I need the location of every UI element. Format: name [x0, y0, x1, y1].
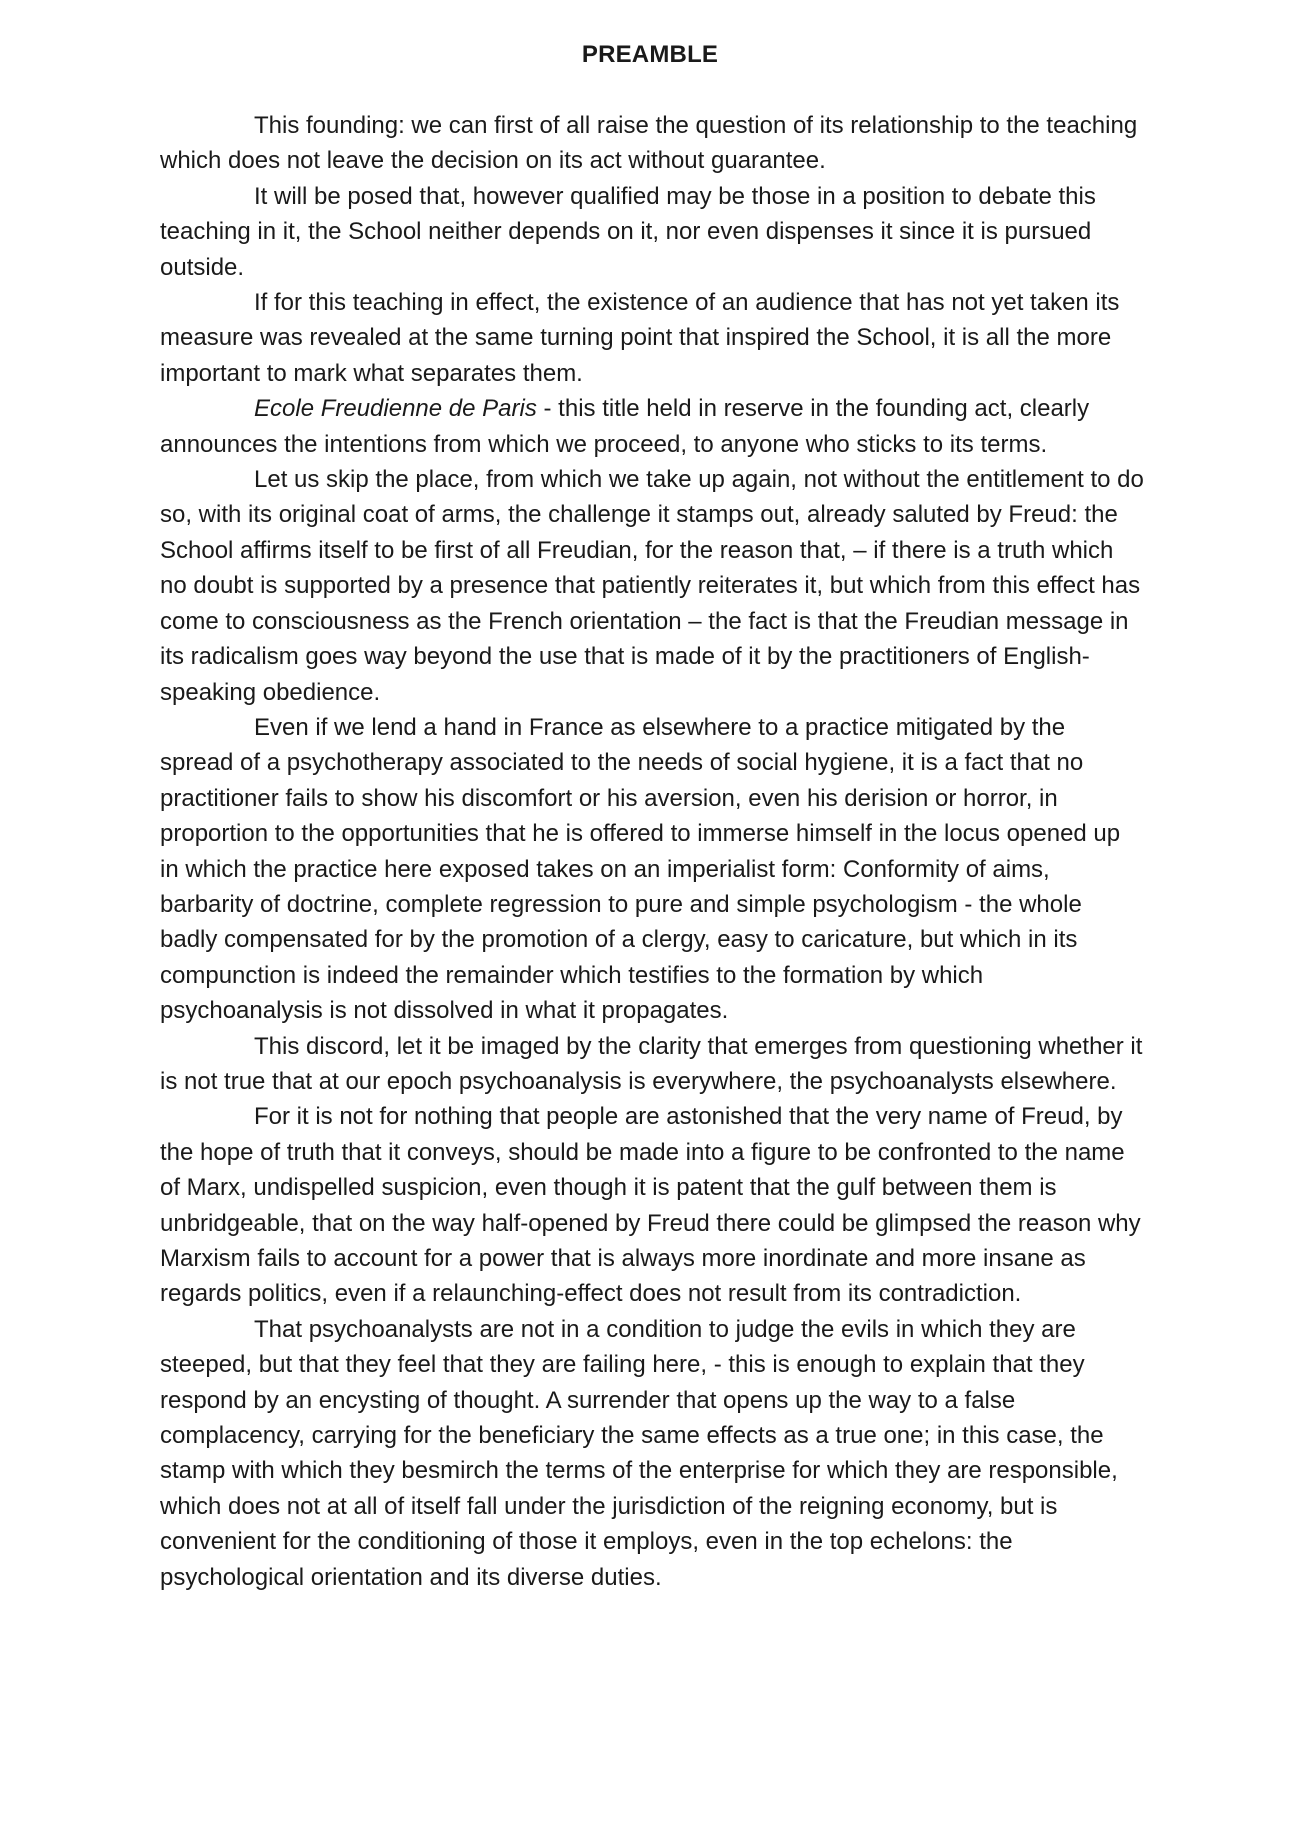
paragraph-1	[160, 108, 1145, 179]
paragraph-2	[160, 179, 1145, 285]
paragraph-4-text: - this title held in reserve in the founding act, clearly announces the intentions from which we proceed, to anyone who sticks to its terms.	[160, 395, 1090, 458]
paragraph-1-text: This founding: we can first of all raise the question of its relationship to the teaching which does not leave the decision on its act without guarantee.	[160, 112, 1138, 175]
paragraph-7	[160, 1029, 1145, 1100]
paragraph-4-italic-lead: Ecole Freudienne de Paris	[254, 395, 537, 423]
paragraph-2-text: It will be posed that, however qualified may be those in a position to debate this teaching in it, the School neither depends on it, nor even dispenses it since it is pursued outside.	[160, 182, 1096, 281]
paragraph-4	[160, 391, 1145, 462]
page-title: PREAMBLE	[581, 41, 719, 68]
paragraph-9	[160, 1312, 1145, 1595]
paragraph-7-text: This discord, let it be imaged by the clarity that emerges from questioning whether it is not true that at our epoch psychoanalysis is everywhere, the psychoanalysts elsewhere.	[160, 1032, 1143, 1095]
document-body	[160, 108, 1145, 1595]
paragraph-3	[160, 285, 1145, 391]
paragraph-6-text: Even if we lend a hand in France as elsewhere to a practice mitigated by the spread of a psychotherapy associated to the needs of social hygiene, it is a fact that no practitioner fails to show his discomfort or his aversion, even his derision or horror, in proportion to the opportunities that he is offered to immerse himself in the locus opened up in which the practice here exposed takes on an imperialist form: Conformity of aims, barbarity of doctrine, complete regression to pure and simple psychologism - the whole badly compensated for by the promotion of a clergy, easy to caricature, but which in its compunction is indeed the remainder which testifies to the formation by which psychoanalysis is not dissolved in what it propagates.	[160, 713, 1121, 1025]
paragraph-8-text: For it is not for nothing that people are astonished that the very name of Freud, by the hope of truth that it conveys, should be made into a figure to be confronted to the name of Marx, undispelled suspicion, even though it is patent that the gulf between them is unbridgeable, that on the way half-opened by Freud there could be glimpsed the reason why Marxism fails to account for a power that is always more inordinate and more insane as regards politics, even if a relaunching-effect does not result from its contradiction.	[160, 1103, 1141, 1308]
paragraph-9-text: That psychoanalysts are not in a condition to judge the evils in which they are steeped, but that they feel that they are failing here, - this is enough to explain that they respond by an encysting of thought. A surrender that opens up the way to a false complacency, carrying for the beneficiary the same effects as a true one; in this case, the stamp with which they besmirch the terms of the enterprise for which they are responsible, which does not at all of itself fall under the jurisdiction of the reigning economy, but is convenient for the conditioning of those it employs, even in the top echelons: the psychological orientation and its diverse duties.	[160, 1315, 1118, 1591]
paragraph-3-text: If for this teaching in effect, the existence of an audience that has not yet taken its measure was revealed at the same turning point that inspired the School, it is all the more important to mark what separates them.	[160, 289, 1120, 387]
paragraph-6	[160, 710, 1145, 1029]
paragraph-8	[160, 1099, 1145, 1311]
paragraph-5-text: Let us skip the place, from which we take up again, not without the entitlement to do so, with its original coat of arms, the challenge it stamps out, already saluted by Freud: the School affirms itself to be first of all Freudian, for the reason that, – if there is a truth which no doubt is supported by a presence that patiently reiterates it, but which from this effect has come to consciousness as the French orientation – the fact is that the Freudian message in its radicalism goes way beyond the use that is made of it by the practitioners of English-speaking obedience.	[160, 466, 1144, 706]
paragraph-5	[160, 462, 1145, 710]
